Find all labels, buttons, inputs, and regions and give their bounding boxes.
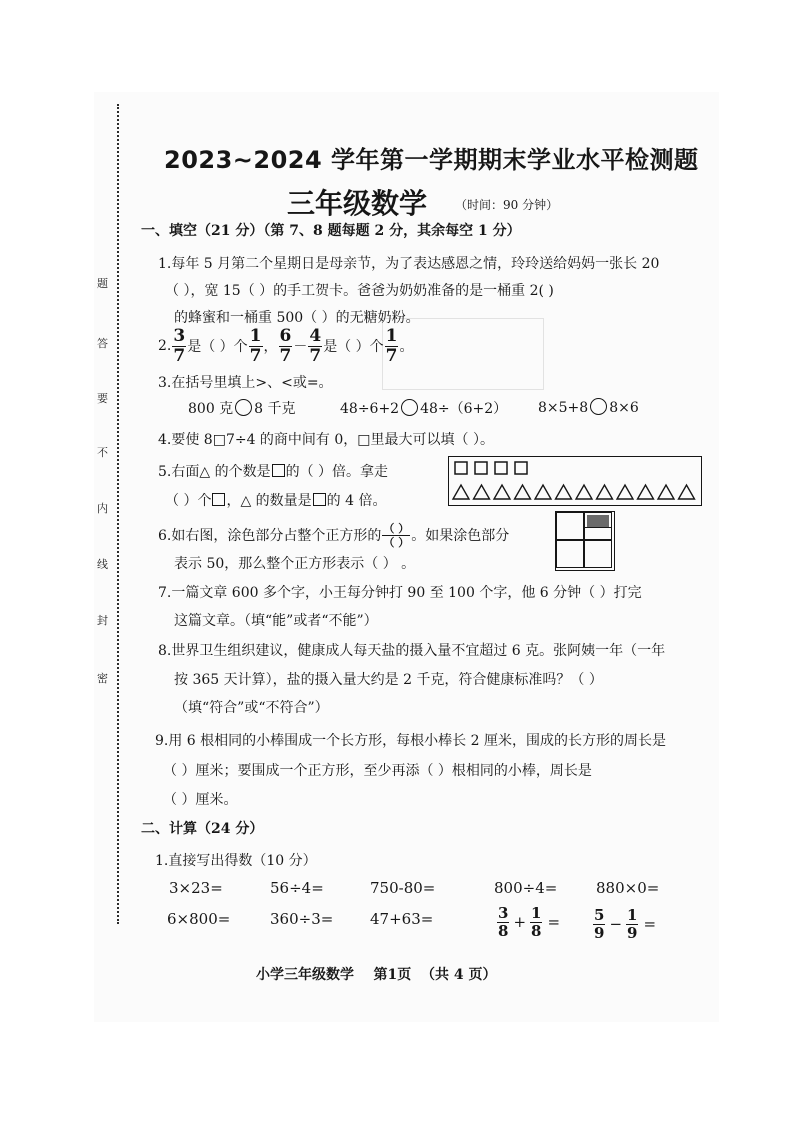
- binding-label: 题: [97, 277, 108, 290]
- square-icon: [272, 464, 285, 477]
- triangle-shape: [556, 485, 572, 499]
- square-shape: [455, 462, 467, 474]
- q8-line-2: 按 365 天计算），盐的摄入量大约是 2 千克，符合健康标准吗？（ ）: [174, 672, 603, 688]
- page-footer: 小学三年级数学 第1页 （共 4 页）: [256, 967, 497, 983]
- section-2-heading: 二、计算（24 分）: [141, 821, 264, 837]
- q4: 4.要使 8□7÷4 的商中间有 0，□里最大可以填（ ）。: [158, 432, 494, 448]
- triangle-shape: [453, 485, 469, 499]
- q3-item-a: 800 克 8 千克: [188, 401, 296, 417]
- q7-line-2: 这篇文章。（填“能”或者“不能”）: [174, 613, 378, 629]
- calc-r1-c3: 750-80=: [370, 879, 436, 897]
- triangle-shape: [679, 485, 695, 499]
- triangle-shape: [658, 485, 674, 499]
- q6-square-figure: [555, 511, 615, 571]
- grid-cell: [584, 540, 612, 568]
- q2-text-3: 是（ ）个: [323, 339, 384, 355]
- q5-shapes-svg: [449, 457, 701, 505]
- q7-line-1: 7.一篇文章 600 多个字，小王每分钟打 90 至 100 个字，他 6 分钟（ ）打完: [158, 585, 642, 601]
- binding-label: 答: [97, 337, 108, 350]
- triangle-shape: [494, 485, 510, 499]
- square-shape: [495, 462, 507, 474]
- exam-subject: 三年级数学: [287, 187, 428, 220]
- q2-text-1: 是（ ）个: [187, 339, 248, 355]
- fraction-1-7-b: 1 7: [385, 325, 398, 366]
- q8-line-3: （填“符合”或“不符合”）: [174, 700, 329, 716]
- square-shape: [515, 462, 527, 474]
- compare-circle[interactable]: [590, 398, 607, 415]
- cell-divider: [585, 527, 611, 528]
- calc-r1-c1: 3×23=: [169, 879, 223, 897]
- triangle-shape: [535, 485, 551, 499]
- fraction-6-7: 6 7: [279, 325, 292, 366]
- q2-text-4: 。: [399, 339, 414, 355]
- binding-label: 内: [97, 502, 108, 515]
- grid-cell: [584, 512, 612, 540]
- triangle-shape: [515, 485, 531, 499]
- q3-instruction: 3.在括号里填上>、<或=。: [158, 375, 333, 391]
- q3-item-b: 48÷6+2 48÷（6+2）: [340, 401, 508, 417]
- square-icon: [212, 493, 225, 506]
- binding-dotted-line: [117, 104, 119, 924]
- compare-circle[interactable]: [401, 399, 418, 416]
- minus-sign: －: [293, 339, 308, 355]
- square-shape: [475, 462, 487, 474]
- q1-line-3: 的蜂蜜和一桶重 500（ ）的无糖奶粉。: [174, 310, 420, 326]
- q5-line-2: （ ）个 ，△ 的数量是 的 4 倍。: [165, 493, 387, 509]
- fraction-4-7: 4 7: [309, 325, 322, 366]
- fraction-3-7: 3 7: [173, 325, 186, 366]
- calc-r2-c1: 6×800=: [167, 910, 231, 928]
- q2-prefix: 2.: [158, 338, 172, 354]
- exam-title: 2023~2024 学年第一学期期末学业水平检测题: [164, 146, 699, 174]
- calc-fraction-a: 3 8 + $\frac{1}{8}$ =: [498, 903, 561, 940]
- q2: [158, 326, 413, 366]
- triangle-shape: [597, 485, 613, 499]
- section-1-heading: 一、填空（21 分）（第 7、8 题每题 2 分，其余每空 1 分）: [141, 223, 521, 239]
- compare-circle[interactable]: [235, 399, 252, 416]
- binding-label: 封: [97, 614, 108, 627]
- calc-r1-c4: 800÷4=: [494, 879, 558, 897]
- grid-cell: [556, 540, 584, 568]
- q6-line-2: 表示 50，那么整个正方形表示（ ） 。: [174, 556, 416, 572]
- triangle-shape: [474, 485, 490, 499]
- calc-r2-c3: 47+63=: [370, 910, 434, 928]
- q9-line-2: （ ）厘米；要围成一个正方形，至少再添（ ）根相同的小棒，周长是: [163, 763, 592, 779]
- triangle-shape: [638, 485, 654, 499]
- exam-time-note: （时间：90 分钟）: [455, 198, 559, 212]
- fraction-1-7: 1 7: [249, 325, 262, 366]
- section-2-sub-1: 1.直接写出得数（10 分）: [155, 853, 317, 869]
- binding-label: 线: [97, 558, 108, 571]
- q8-line-1: 8.世界卫生组织建议，健康成人每天盐的摄入量不宜超过 6 克。张阿姨一年（一年: [158, 643, 666, 659]
- calc-fraction-b: 5 9 − $\frac{1}{9}$ =: [594, 905, 657, 942]
- binding-label: 密: [97, 672, 108, 685]
- grid-cell: [556, 512, 584, 540]
- binding-label: 要: [97, 392, 108, 405]
- shaded-part: [587, 515, 609, 527]
- square-icon: [313, 493, 326, 506]
- calc-r2-c2: 360÷3=: [270, 910, 334, 928]
- q5-shapes-figure: [448, 456, 702, 506]
- q1-line-1: 1.每年 5 月第二个星期日是母亲节，为了表达感恩之情，玲玲送给妈妈一张长 20: [158, 256, 660, 272]
- q3-item-c: 8×5+8 8×6: [538, 400, 639, 416]
- q1-line-2: （ ），宽 15（ ）的手工贺卡。爸爸为奶奶准备的是一桶重 2( ): [165, 283, 554, 299]
- q5-line-1: 5.右面△ 的个数是 的（ ）倍。拿走: [158, 464, 389, 480]
- calc-r1-c2: 56÷4=: [270, 879, 324, 897]
- q6-line-1: 6.如右图，涂色部分占整个正方形的 （ ） （ ） 。如果涂色部分: [158, 521, 510, 549]
- q9-line-3: （ ）厘米。: [163, 792, 238, 808]
- q9-line-1: 9.用 6 根相同的小棒围成一个长方形，每根小棒长 2 厘米，围成的长方形的周长是: [155, 733, 666, 749]
- q2-text-2: ，: [263, 339, 278, 355]
- binding-label: 不: [97, 446, 108, 459]
- triangle-shape: [576, 485, 592, 499]
- calc-r1-c5: 880×0=: [596, 879, 660, 897]
- triangle-shape: [617, 485, 633, 499]
- q6-fraction-blank[interactable]: （ ） （ ）: [383, 521, 410, 549]
